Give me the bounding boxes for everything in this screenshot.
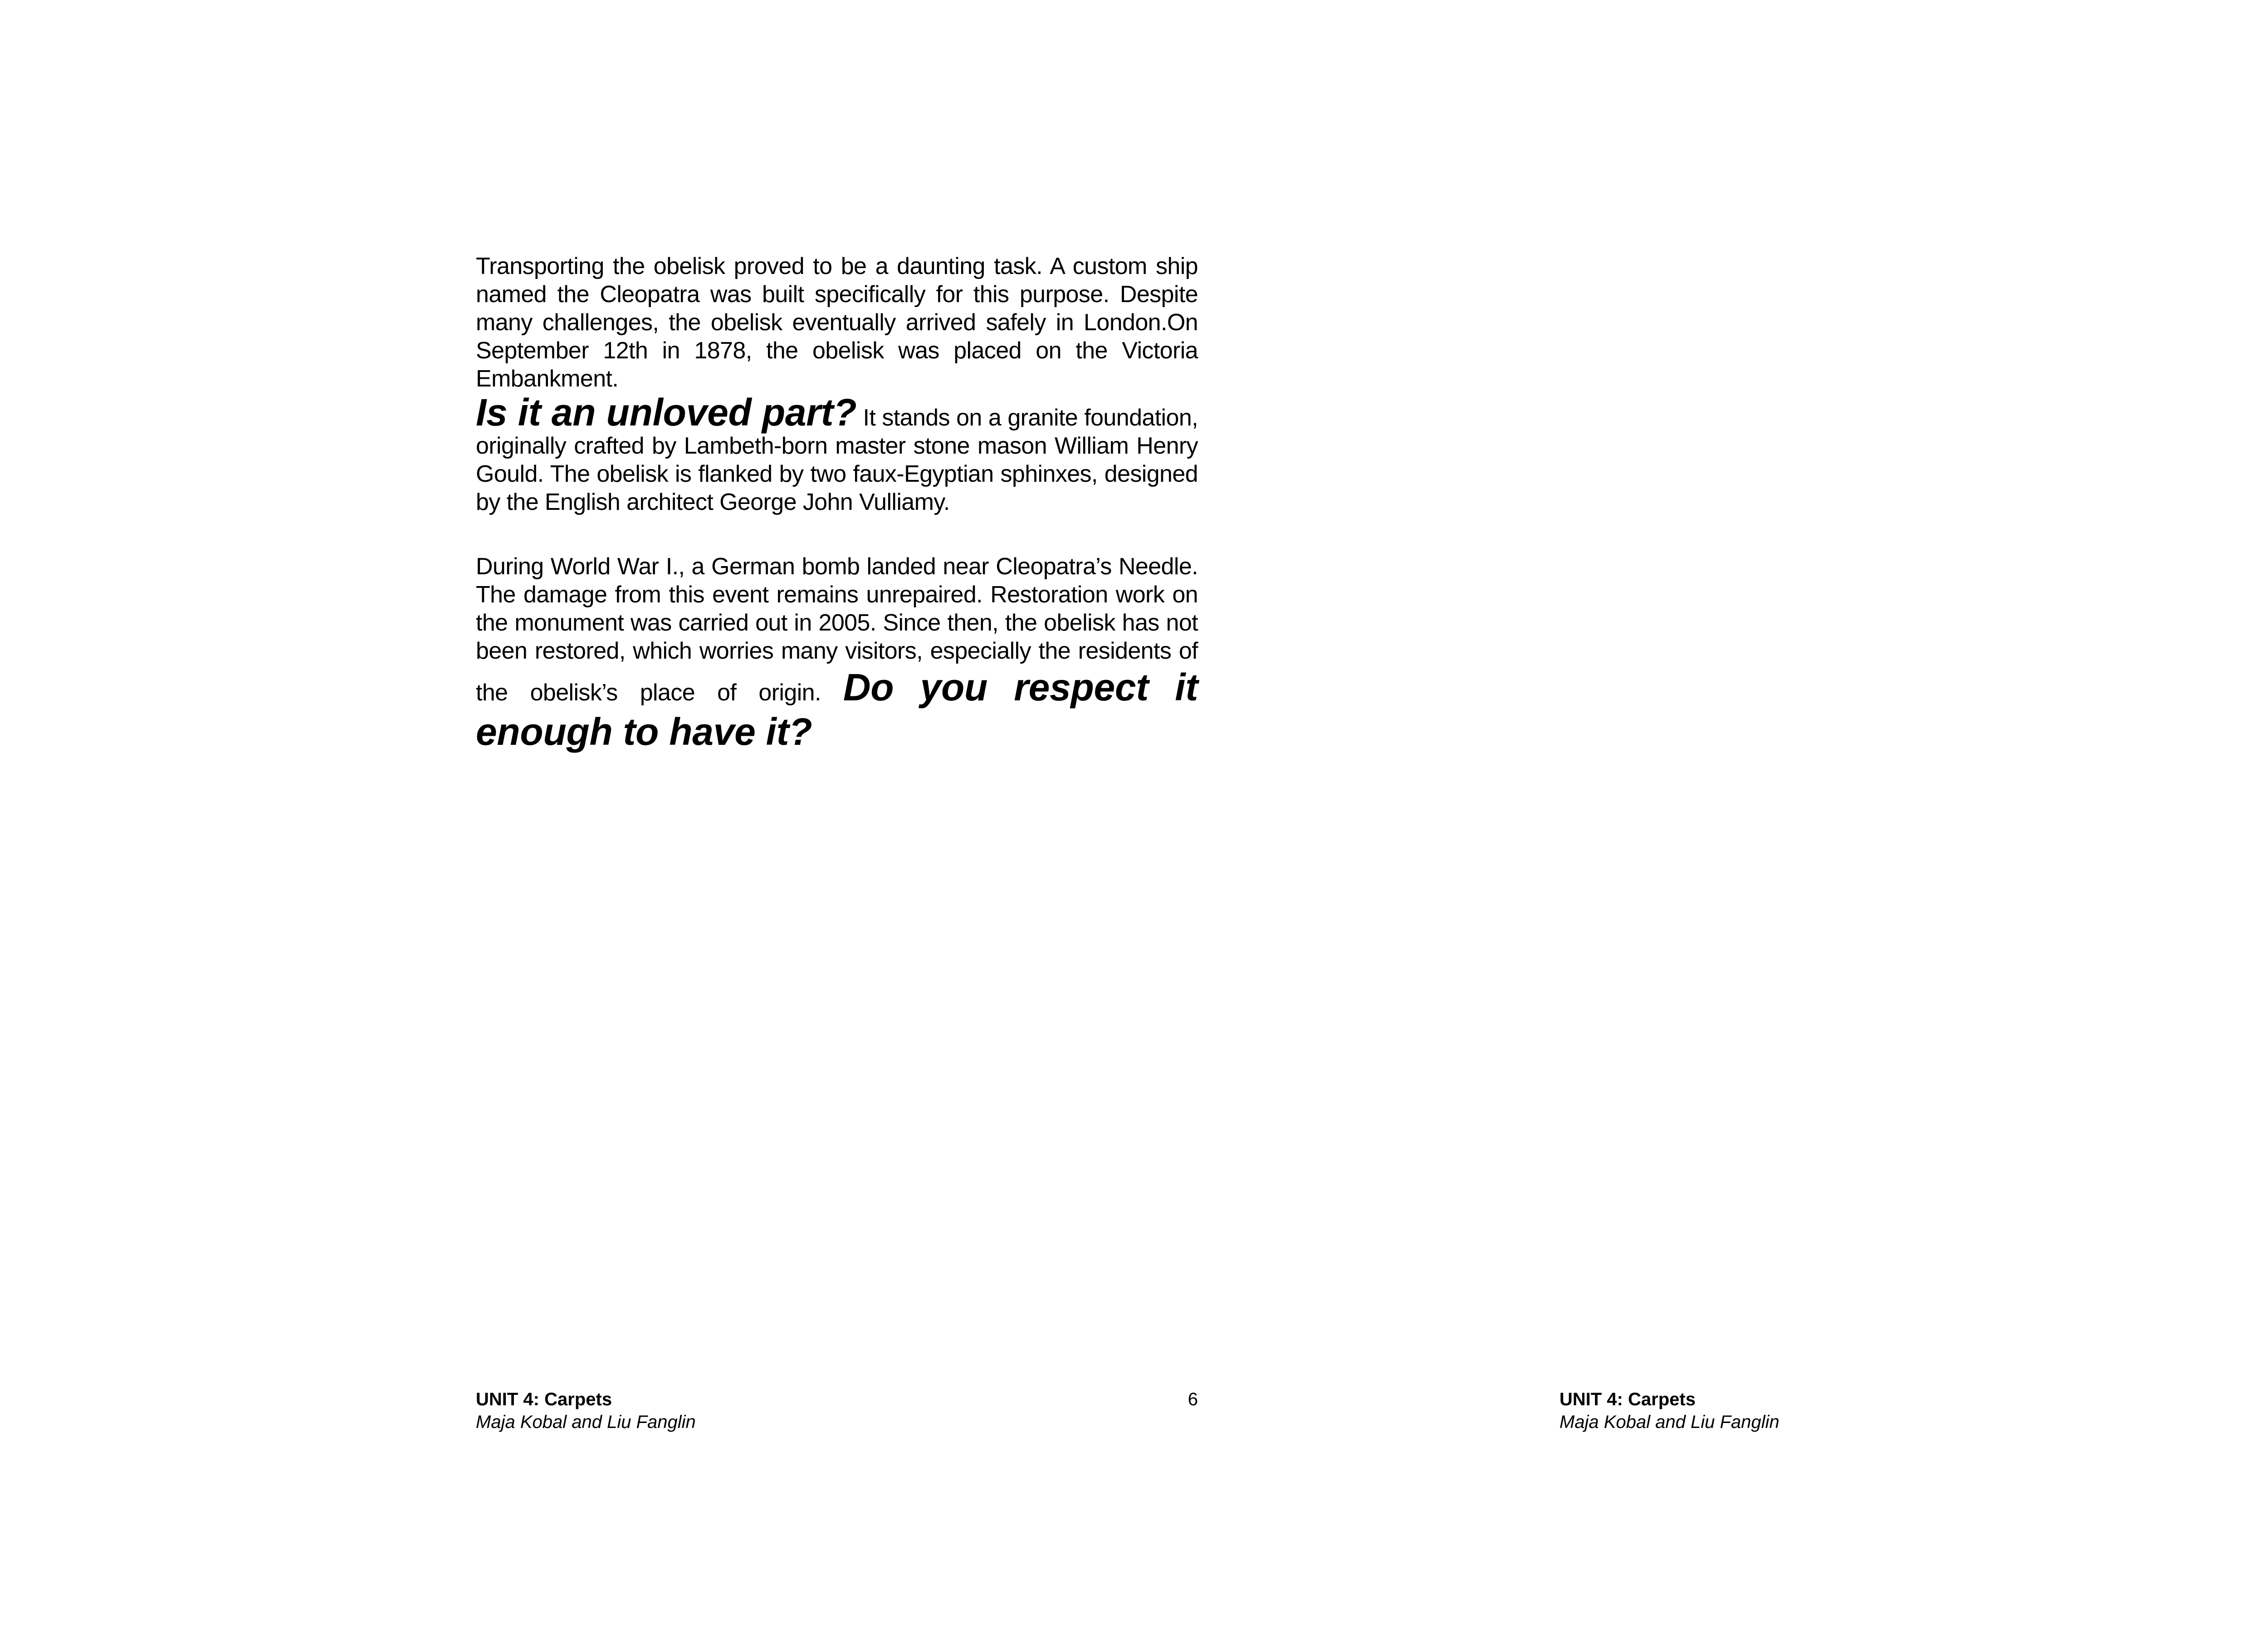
footer-unit-title: UNIT 4: Carpets <box>476 1389 612 1409</box>
pull-question-respect: Do you respect it enough to have it? <box>476 666 1198 753</box>
paragraph-foundation <box>476 391 1198 516</box>
paragraph-foundation-text: It stands on a granite foundation, originally crafted by Lambeth-born master stone mason William Henry Gould. The obelisk is flanked by two faux-Egyptian sphinxes, designed by the English architect George John Vulliamy. <box>476 405 1198 515</box>
page-footer <box>1559 1388 2268 1438</box>
footer-unit-title: UNIT 4: Carpets <box>1559 1389 1696 1409</box>
page-footer <box>476 1388 1198 1438</box>
paragraph-transport-text: Transporting the obelisk proved to be a daunting task. A custom ship named the Cleopatra was built specifically for this purpose. Despite many challenges, the obelisk eventually arrived safely in London.On September 12th in 1878, the obelisk was placed on the Victoria Embankment. <box>476 253 1198 392</box>
paragraph-transport <box>476 252 1198 393</box>
page-number: 6 <box>1188 1389 1198 1409</box>
left-page <box>476 0 1198 1633</box>
right-page <box>1559 0 2268 1633</box>
pull-question-unloved: Is it an unloved part? <box>476 391 857 434</box>
paragraph-war-damage <box>476 552 1198 754</box>
footer-authors: Maja Kobal and Liu Fanglin <box>476 1412 696 1432</box>
paragraph-war-damage-text: During World War I., a German bomb landed near Cleopatra’s Needle. The damage from this event remains unrepaired. Restoration work on the monument was carried out in 2005. Since then, the obelisk has not been restored, which worries many visitors, especially the residents of the obelisk’s place of origin. <box>476 553 1198 706</box>
footer-authors: Maja Kobal and Liu Fanglin <box>1559 1412 1779 1432</box>
